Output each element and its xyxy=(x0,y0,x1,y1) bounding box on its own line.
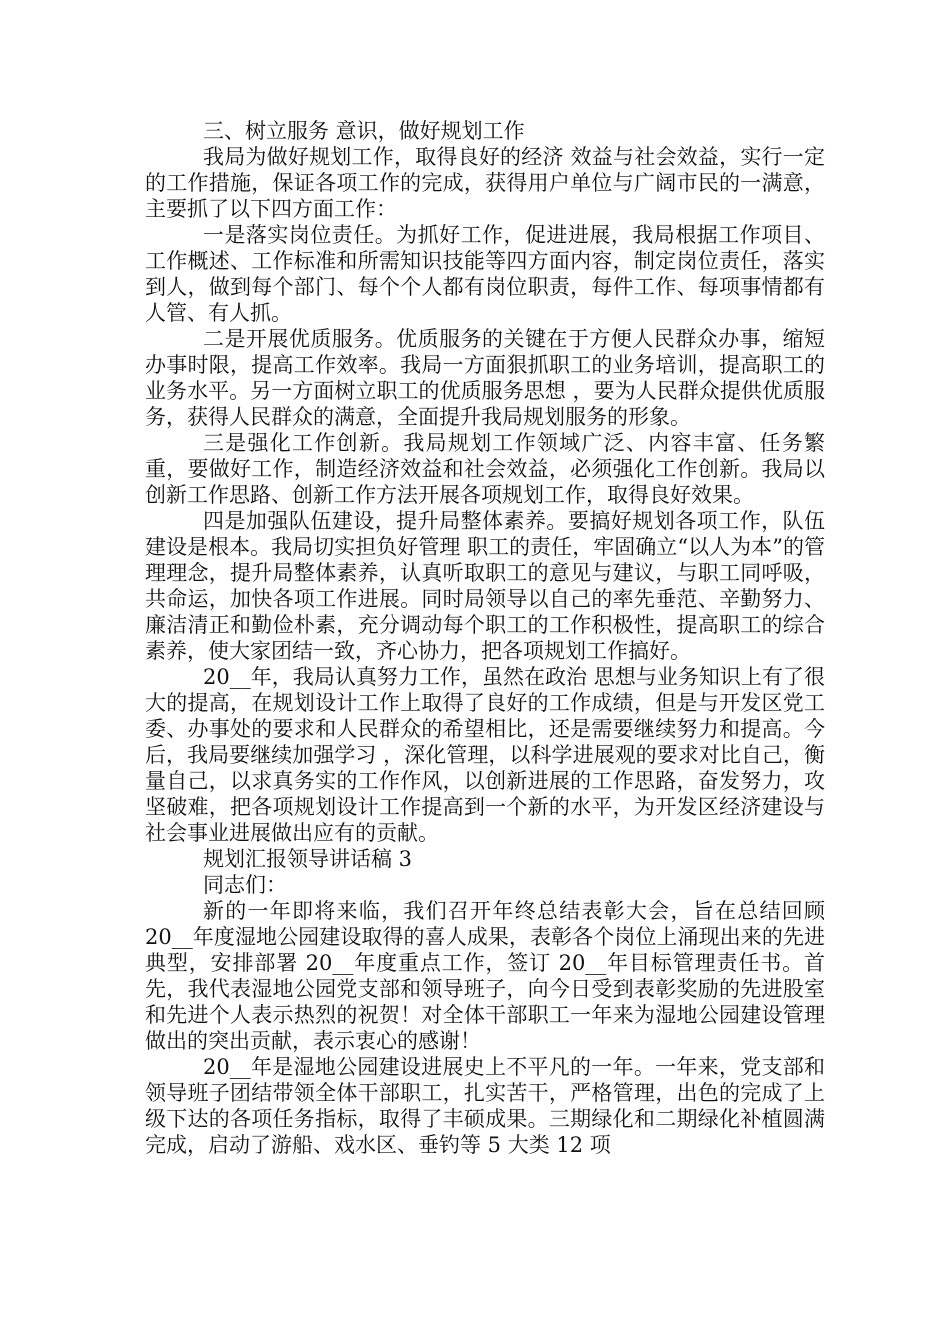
paragraph: 二是开展优质服务。优质服务的关键在于方便人民群众办事，缩短办事时限，提高工作效率。我局一方面狠抓职工的业务培训，提高职工的业务水平。另一方面树立职工的优质服务思想 ，要为人民群众提供优质服务，获得人民群众的满意，全面提升我局规划服务的形象。 xyxy=(145,327,825,429)
salutation: 同志们： xyxy=(203,873,287,897)
document-page xyxy=(145,118,832,1158)
paragraph: 四是加强队伍建设，提升局整体素养。要搞好规划各项工作，队伍建设是根本。我局切实担负好管理 职工的责任，牢固确立“以人为本”的管理理念，提升局整体素养，认真听取职工的意见与建议，与职工同呼吸，共命运，加快各项工作进展。同时局领导以自己的率先垂范、辛勤努力、廉洁清正和勤俭朴素，充分调动每个职工的工作积极性，提高职工的综合素养，使大家团结一致，齐心协力，把各项规划工作搞好。 xyxy=(145,509,825,663)
paragraph: 新的一年即将来临，我们召开年终总结表彰大会，旨在总结回顾 20__年度湿地公园建设取得的喜人成果，表彰各个岗位上涌现出来的先进典型，安排部署 20__年度重点工作，签订 20__年目标管理责任书。首先，我代表湿地公园党支部和领导班子，向今日受到表彰奖励的先进股室和先进个人表示热烈的祝贺！对全体干部职工一年来为湿地公园建设管理做出的突出贡献，表示衷心的感谢！ xyxy=(145,899,832,1053)
document-title: 规划汇报领导讲话稿 3 xyxy=(203,847,413,871)
paragraph: 我局为做好规划工作，取得良好的经济 效益与社会效益，实行一定的工作措施，保证各项工作的完成，获得用户单位与广阔市民的一满意，主要抓了以下四方面工作： xyxy=(145,145,825,221)
paragraph: 20__年是湿地公园建设进展史上不平凡的一年。一年来，党支部和领导班子团结带领全体干部职工，扎实苦干，严格管理，出色的完成了上级下达的各项任务指标，取得了丰硕成果。三期绿化和二期绿化补植圆满完成，启动了游船、戏水区、垂钓等 5 大类 12 项 xyxy=(145,1055,825,1157)
paragraph: 一是落实岗位责任。为抓好工作，促进进展，我局根据工作项目、工作概述、工作标准和所需知识技能等四方面内容，制定岗位责任，落实到人，做到每个部门、每个个人都有岗位职责，每件工作、每项事情都有人管、有人抓。 xyxy=(145,223,825,325)
paragraph: 20__年，我局认真努力工作，虽然在政治 思想与业务知识上有了很大的提高，在规划设计工作上取得了良好的工作成绩，但是与开发区党工委、办事处的要求和人民群众的希望相比，还是需要继续努力和提高。今后，我局要继续加强学习 ，深化管理，以科学进展观的要求对比自己，衡量自己，以求真务实的工作作风，以创新进展的工作思路，奋发努力，攻坚破难，把各项规划设计工作提高到一个新的水平，为开发区经济建设与社会事业进展做出应有的贡献。 xyxy=(145,665,825,845)
section-heading: 三、树立服务 意识，做好规划工作 xyxy=(203,119,525,143)
paragraph: 三是强化工作创新。我局规划工作领域广泛、内容丰富、任务繁重，要做好工作，制造经济效益和社会效益，必须强化工作创新。我局以创新工作思路、创新工作方法开展各项规划工作，取得良好效果。 xyxy=(145,431,825,507)
